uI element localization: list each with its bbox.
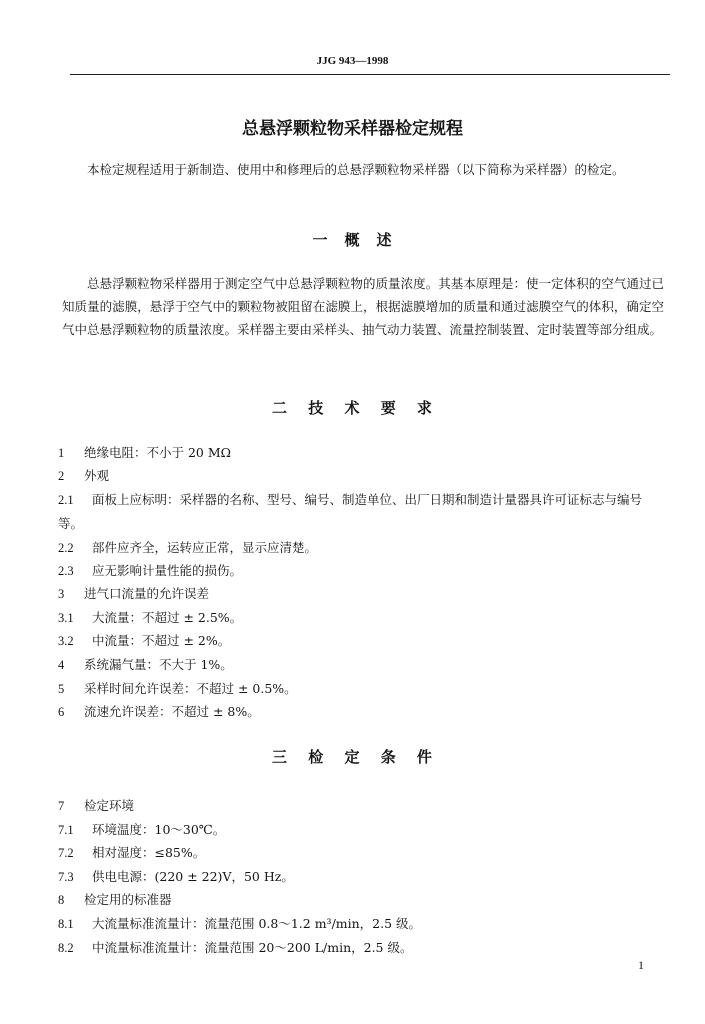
clause-item: 3.2 中流量：不超过 ± 2%。 <box>58 633 231 648</box>
clause-item: 8.2 中流量标准流量计：流量范围 20～200 L/min，2.5 级。 <box>58 940 413 955</box>
clause-item: 6 流速允许误差：不超过 ± 8%。 <box>58 704 260 719</box>
section-heading-verification-conditions: 三 检 定 条 件 <box>272 748 433 766</box>
section-heading-technical-requirements: 二 技 术 要 求 <box>272 399 433 417</box>
clause-item: 3 进气口流量的允许误差 <box>58 586 210 601</box>
document-title: 总悬浮颗粒物采样器检定规程 <box>242 119 463 139</box>
section-heading-overview: 一 概 述 <box>312 231 393 249</box>
clause-item: 8 检定用的标准器 <box>58 892 172 907</box>
clause-item: 7.1 环境温度：10～30℃。 <box>58 822 226 837</box>
clause-item: 2.3 应无影响计量性能的损伤。 <box>58 563 243 578</box>
header-rule <box>70 74 670 75</box>
running-header: JJG 943—1998 <box>316 55 389 67</box>
clause-item: 5 采样时间允许误差：不超过 ± 0.5%。 <box>58 681 297 696</box>
clause-item: 2.1 面板上应标明：采样器的名称、型号、编号、制造单位、出厂日期和制造计量器具许可证标志与编号等。 <box>58 492 643 531</box>
clause-item: 1 绝缘电阻：不小于 20 MΩ <box>58 445 232 460</box>
clause-item: 2 外观 <box>58 468 110 483</box>
page-number: 1 <box>638 958 644 972</box>
clause-item: 8.1 大流量标准流量计：流量范围 0.8～1.2 m³/min，2.5 级。 <box>58 916 422 931</box>
intro-paragraph: 本检定规程适用于新制造、使用中和修理后的总悬浮颗粒物采样器（以下简称为采样器）的检定。 <box>87 162 625 177</box>
clause-item: 7.2 相对湿度：≤85%。 <box>58 845 206 860</box>
clause-item: 3.1 大流量：不超过 ± 2.5%。 <box>58 610 243 625</box>
clause-item: 7.3 供电电源：(220 ± 22)V，50 Hz。 <box>58 869 294 884</box>
clause-item: 2.2 部件应齐全，运转应正常，显示应清楚。 <box>58 540 318 555</box>
overview-paragraph: 总悬浮颗粒物采样器用于测定空气中总悬浮颗粒物的质量浓度。其基本原理是：使一定体积的空气通过已知质量的滤膜，悬浮于空气中的颗粒物被阻留在滤膜上，根据滤膜增加的质量和通过滤膜空气的体积，确定空气中总悬浮颗粒物的质量浓度。采样器主要由采样头、抽气动力装置、流量控制装置、定时装置等部分组成。 <box>62 276 664 337</box>
clause-item: 4 系统漏气量：不大于 1%。 <box>58 657 233 672</box>
clause-item: 7 检定环境 <box>58 798 135 813</box>
